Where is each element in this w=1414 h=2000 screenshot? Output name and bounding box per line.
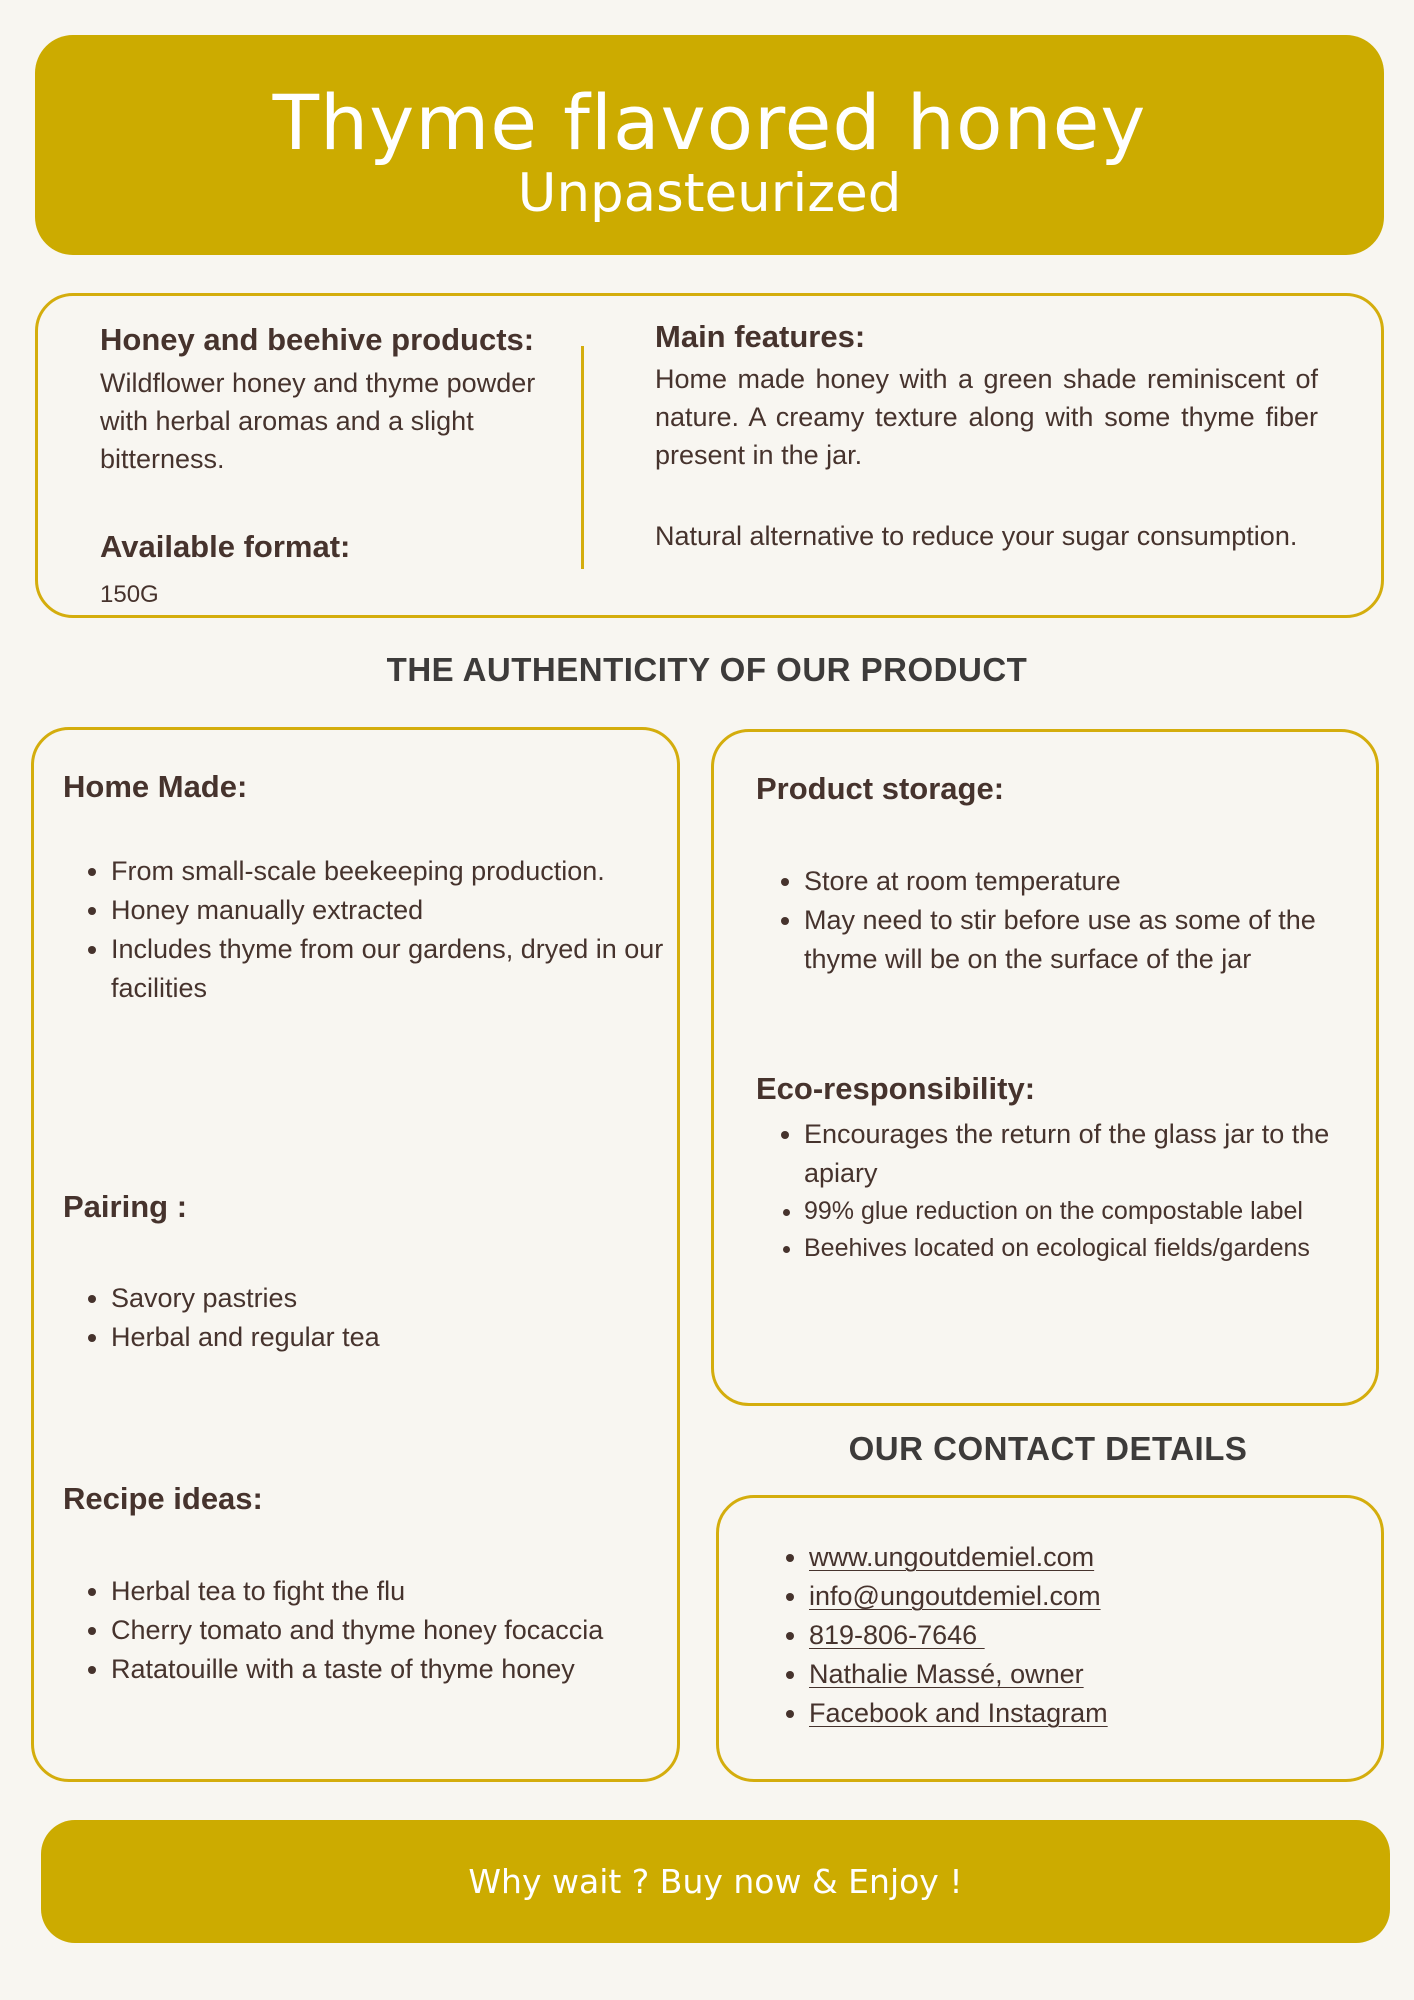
pairing-list (63, 1279, 671, 1357)
list-item: • Store at room temperature (804, 862, 1394, 901)
phone-link[interactable]: 819-806-7646 (809, 1620, 985, 1650)
features-text-secondary: Natural alternative to reduce your sugar consumption. (655, 521, 1298, 551)
format-heading: Available format: (100, 529, 351, 564)
authenticity-heading: THE AUTHENTICITY OF OUR PRODUCT (386, 651, 1028, 688)
list-item: • 99% glue reduction on the compostable label (804, 1193, 1394, 1230)
eco-responsibility-list (756, 1115, 1394, 1267)
products-text: Wildflower honey and thyme powder with herbal aromas and a slight bitterness. (100, 368, 536, 474)
recipe-ideas-heading: Recipe ideas: (63, 1481, 263, 1516)
contact-item-owner (809, 1655, 1399, 1694)
contact-heading: OUR CONTACT DETAILS (848, 1430, 1248, 1467)
email-link[interactable]: info@ungoutdemiel.com (809, 1581, 1101, 1611)
home-made-heading: Home Made: (63, 769, 248, 804)
list-item: • Includes thyme from our gardens, dryed in our facilities (111, 930, 671, 1008)
contact-box (716, 1495, 1384, 1782)
page-subtitle: Unpasteurized (517, 163, 902, 224)
list-item: • From small-scale beekeeping production. (111, 852, 671, 891)
list-item: • Savory pastries (111, 1279, 671, 1318)
website-link[interactable]: www.ungoutdemiel.com (809, 1542, 1095, 1572)
product-storage-list (756, 862, 1394, 979)
products-heading: Honey and beehive products: (100, 322, 535, 357)
list-item: • Encourages the return of the glass jar to the apiary (804, 1115, 1394, 1193)
intro-box (35, 293, 1384, 618)
eco-responsibility-heading: Eco-responsibility: (756, 1071, 1036, 1106)
home-made-list (63, 852, 671, 1008)
format-value: 150G (100, 581, 159, 608)
list-item: • Honey manually extracted (111, 891, 671, 930)
owner-link[interactable]: Nathalie Massé, owner (809, 1659, 1084, 1689)
vertical-divider (581, 346, 584, 569)
storage-box (711, 729, 1379, 1406)
buy-now-button[interactable]: Why wait ? Buy now & Enjoy ! (41, 1820, 1390, 1943)
contact-item-phone (809, 1616, 1399, 1655)
list-item: • Ratatouille with a taste of thyme honey (111, 1650, 671, 1689)
contact-item-social (809, 1694, 1399, 1733)
features-text: Home made honey with a green shade reminiscent of nature. A creamy texture along with some thyme fiber present in the jar. (655, 364, 1318, 470)
header-banner (35, 35, 1384, 255)
list-item: • Cherry tomato and thyme honey focaccia (111, 1611, 671, 1650)
contact-list (761, 1538, 1399, 1733)
product-storage-heading: Product storage: (756, 771, 1005, 806)
contact-item-email (809, 1577, 1399, 1616)
list-item: • Herbal and regular tea (111, 1318, 671, 1357)
page-title: Thyme flavored honey (272, 78, 1147, 167)
pairing-heading: Pairing : (63, 1189, 188, 1224)
contact-item-website (809, 1538, 1399, 1577)
list-item: • May need to stir before use as some of the thyme will be on the surface of the jar (804, 901, 1394, 979)
authenticity-left-box (31, 727, 680, 1782)
social-link[interactable]: Facebook and Instagram (809, 1698, 1108, 1728)
list-item: • Herbal tea to fight the flu (111, 1572, 671, 1611)
list-item: • Beehives located on ecological fields/gardens (804, 1230, 1394, 1267)
recipe-ideas-list (63, 1572, 671, 1689)
features-heading: Main features: (655, 319, 866, 354)
